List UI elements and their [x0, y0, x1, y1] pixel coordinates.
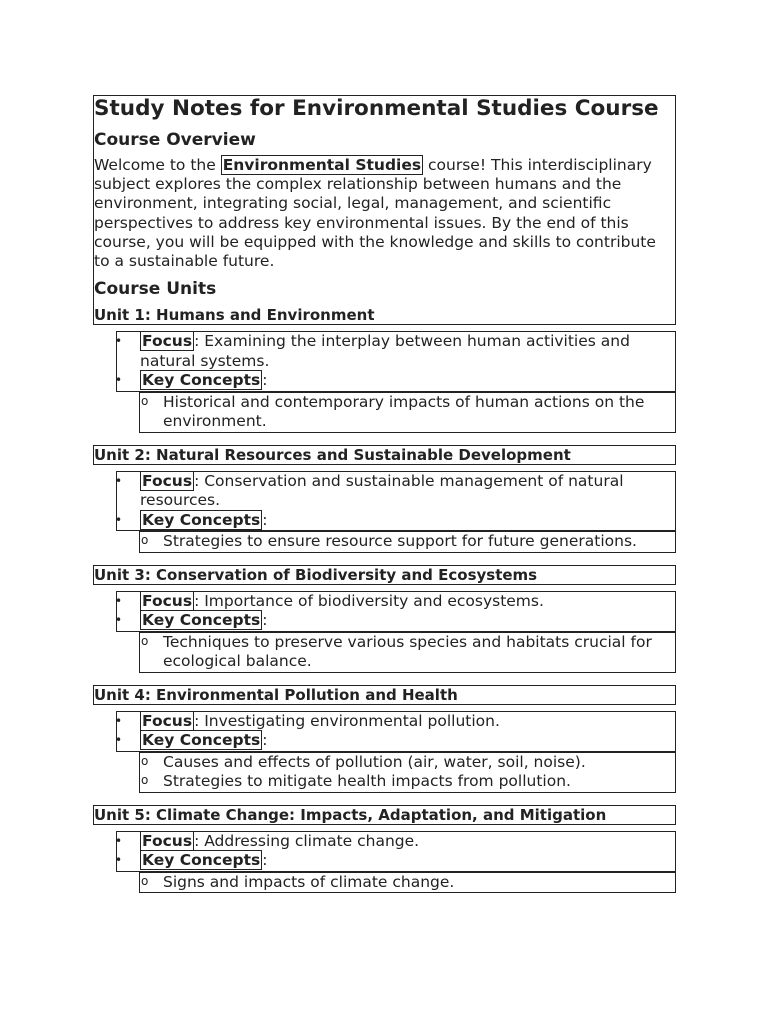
focus-label: Focus [142, 591, 193, 610]
focus-text: : Examining the interplay between human activities and natural systems. [140, 332, 630, 370]
unit-2-concepts [139, 531, 676, 553]
list-item [117, 332, 675, 371]
focus-text: : Conservation and sustainable management of natural resources. [140, 471, 624, 510]
focus-text: : Importance of biodiversity and ecosystems. [194, 591, 544, 610]
unit-title: Unit 2: Natural Resources and Sustainable Development [94, 445, 571, 464]
unit-1-list [116, 331, 676, 392]
course-name-keyword: Environmental Studies [222, 156, 422, 174]
unit-title: Unit 1: Humans and Environment [94, 306, 375, 325]
colon: : [262, 611, 268, 630]
focus-text: : Addressing climate change. [194, 831, 420, 850]
unit-5-concepts [139, 872, 676, 894]
unit-2-header [93, 445, 676, 465]
focus-label: Focus [142, 831, 193, 850]
concept-item: o Techniques to preserve various species and habitats crucial for ecological balance. [163, 633, 675, 672]
unit-3-header [93, 565, 676, 585]
concept-item: o Causes and effects of pollution (air, water, soil, noise). [163, 753, 675, 773]
list-item [117, 472, 675, 511]
unit-4-concepts [139, 752, 676, 793]
unit-3-concepts [139, 632, 676, 673]
list-item [117, 851, 675, 871]
overview-heading: Course Overview [94, 130, 256, 150]
key-concepts-label: Key Concepts [142, 371, 261, 390]
unit-4-list [116, 711, 676, 752]
list-item [117, 611, 675, 631]
concept-item: o Strategies to ensure resource support for future generations. [163, 532, 675, 552]
focus-label: Focus [142, 711, 193, 730]
unit-5-list [116, 831, 676, 872]
list-item [117, 371, 675, 391]
unit-2-list [116, 471, 676, 532]
key-concepts-label: Key Concepts [142, 611, 261, 630]
list-item [117, 592, 675, 612]
unit-title: Unit 3: Conservation of Biodiversity and Ecosystems [94, 565, 538, 584]
focus-label: Focus [142, 332, 193, 351]
concept-item: o Historical and contemporary impacts of human actions on the environment. [163, 393, 675, 432]
colon: : [262, 371, 268, 390]
colon: : [262, 510, 268, 529]
concept-item: o Signs and impacts of climate change. [163, 873, 675, 893]
document-page [93, 95, 676, 893]
unit-title: Unit 5: Climate Change: Impacts, Adaptation, and Mitigation [94, 805, 607, 824]
colon: : [262, 731, 268, 750]
list-item [117, 832, 675, 852]
page-title: Study Notes for Environmental Studies Course [94, 96, 659, 121]
overview-paragraph [94, 156, 675, 271]
unit-4-header [93, 685, 676, 705]
list-item [117, 731, 675, 751]
concept-item: o Strategies to mitigate health impacts from pollution. [163, 772, 675, 792]
overview-text-rest: course! This interdisciplinary subject explores the complex relationship between humans and the environment, integrating social, legal, management, and scientific perspectives to address key environmental issues. By the end of this course, you will be equipped with the knowledge and skills to contribute to a sustainable future. [94, 156, 656, 271]
list-item [117, 712, 675, 732]
unit-5-header [93, 805, 676, 825]
key-concepts-label: Key Concepts [142, 731, 261, 750]
intro-section [93, 95, 676, 325]
focus-label: Focus [142, 471, 193, 490]
unit-1-concepts [139, 392, 676, 433]
overview-text-start: Welcome to the [94, 156, 221, 174]
key-concepts-label: Key Concepts [142, 851, 261, 870]
unit-3-list [116, 591, 676, 632]
focus-text: : Investigating environmental pollution. [194, 711, 500, 730]
colon: : [262, 851, 268, 870]
list-item [117, 511, 675, 531]
units-heading: Course Units [94, 279, 217, 300]
key-concepts-label: Key Concepts [142, 510, 261, 529]
unit-title: Unit 4: Environmental Pollution and Health [94, 685, 458, 704]
